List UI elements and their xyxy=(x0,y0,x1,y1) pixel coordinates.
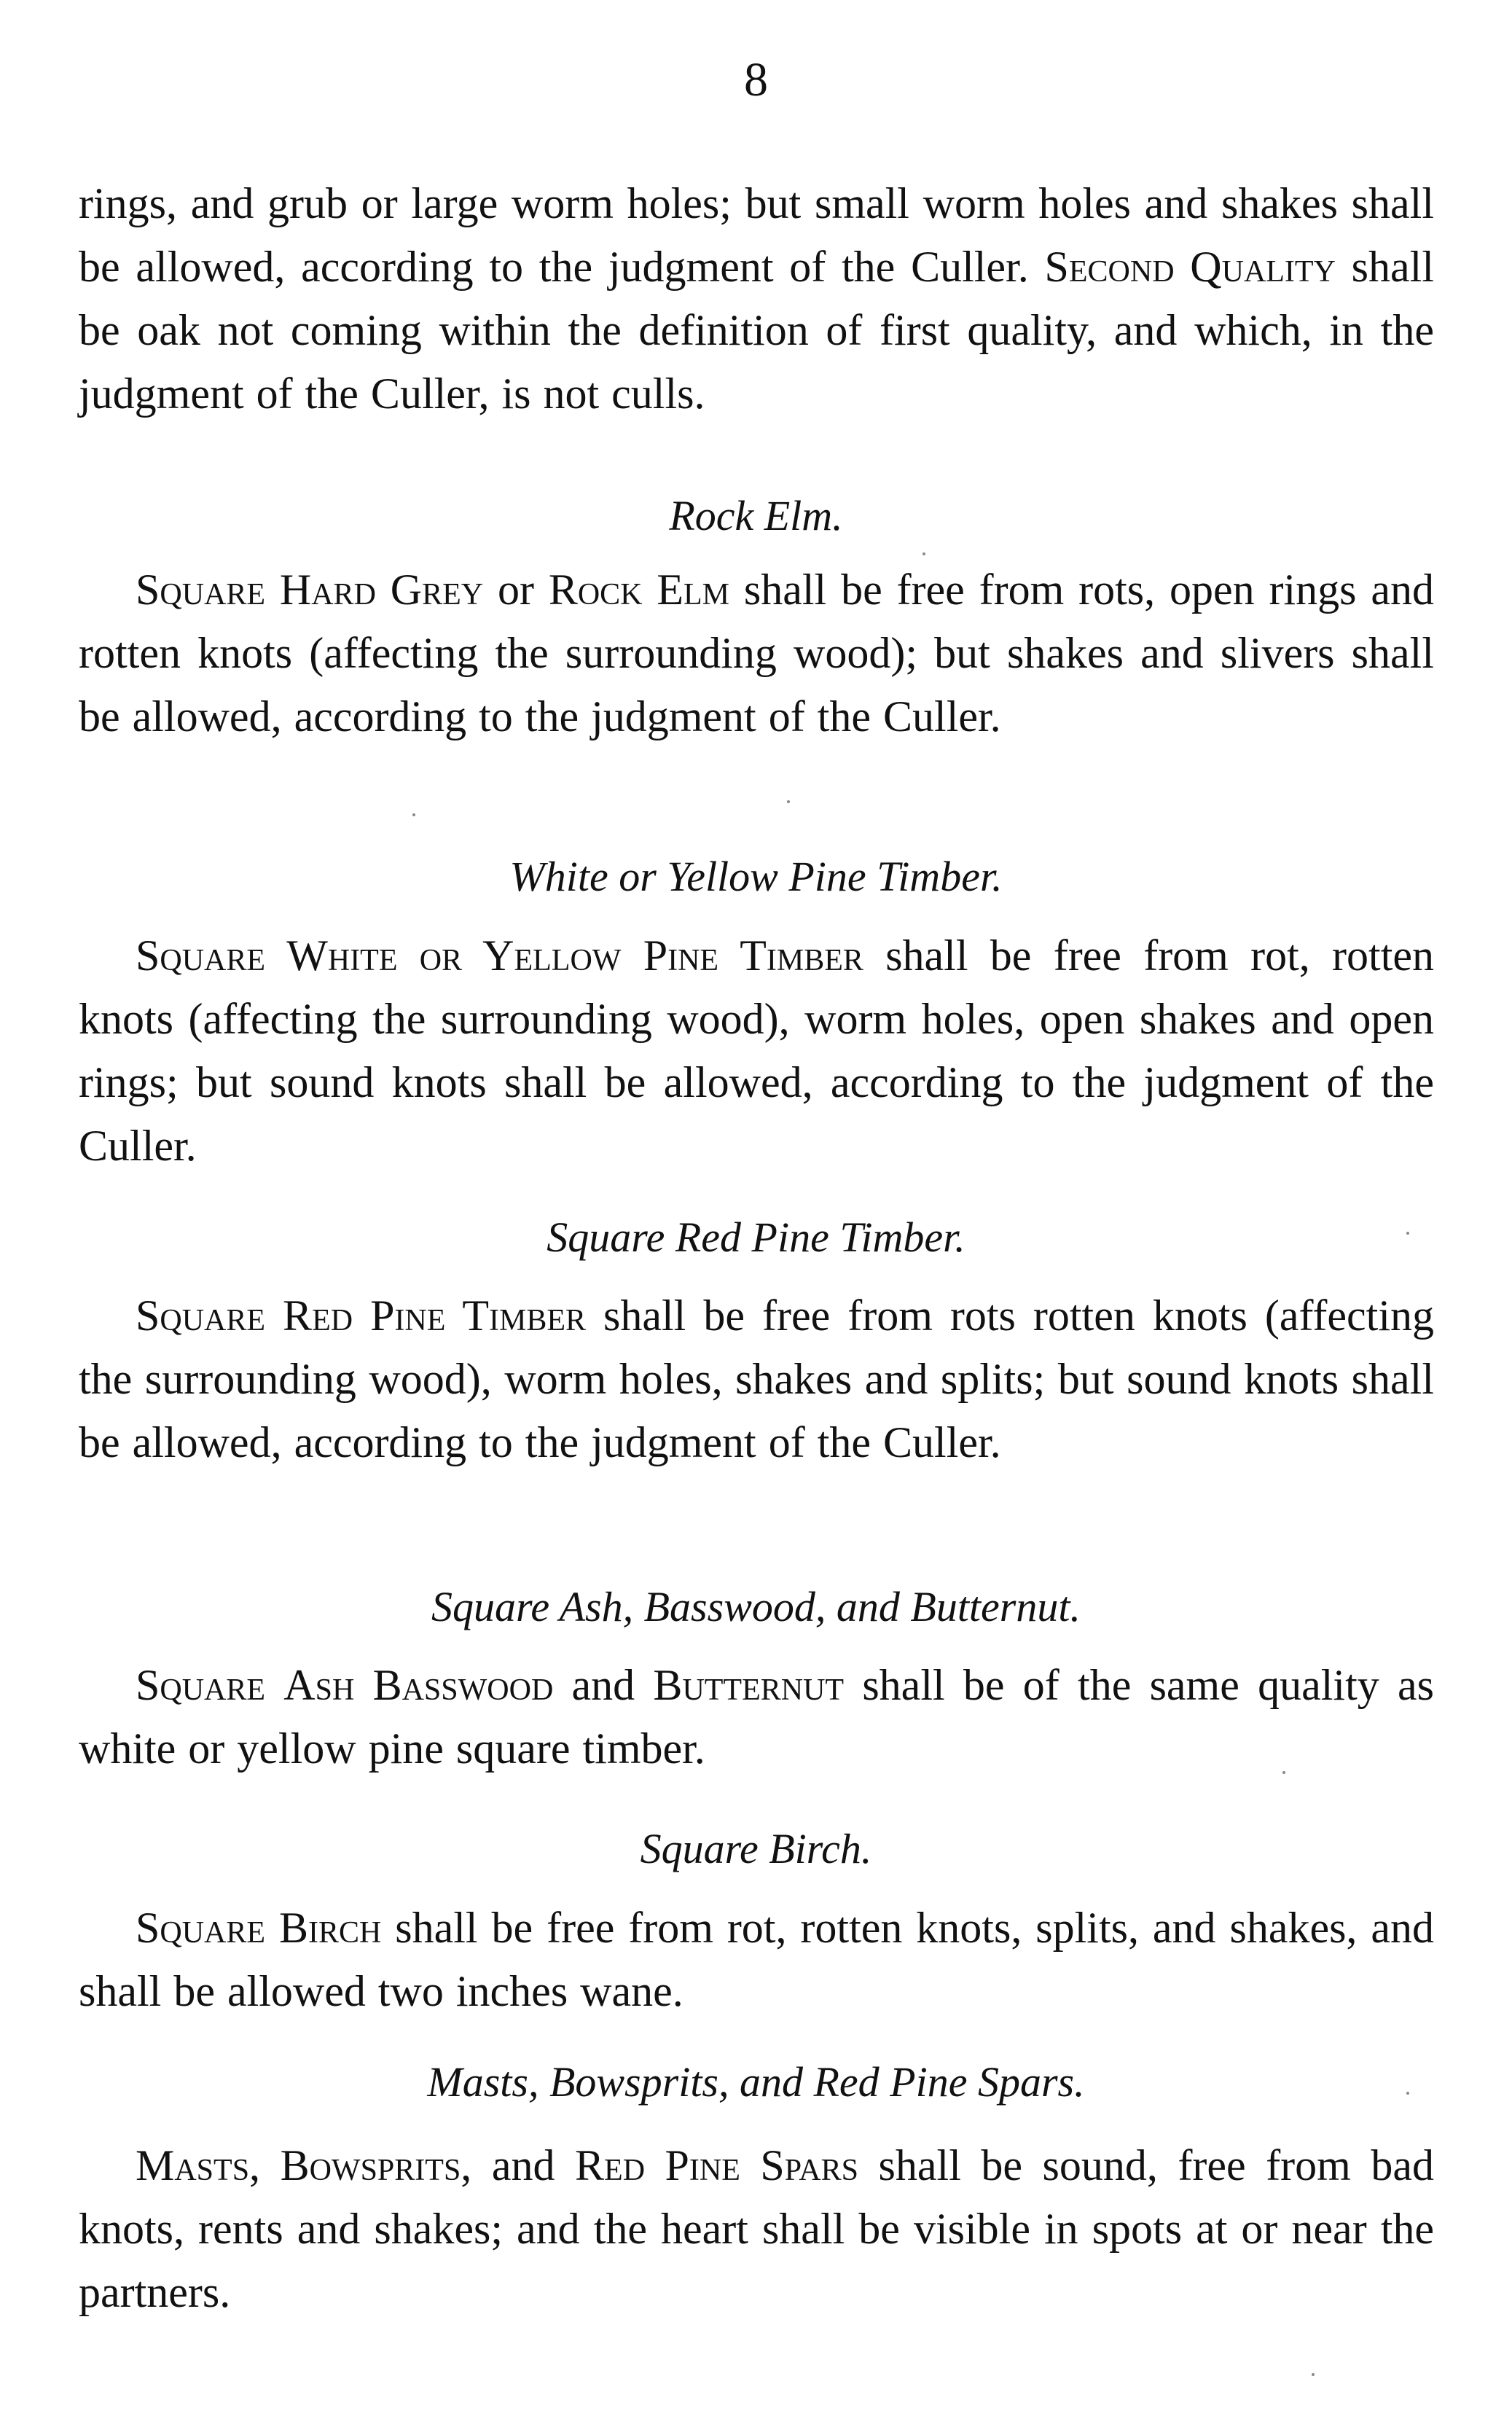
small-caps-term: Square Birch xyxy=(136,1904,382,1952)
paragraph-masts xyxy=(79,2134,1434,2324)
paragraph-red-pine xyxy=(79,1284,1434,1474)
scan-speck xyxy=(923,552,925,555)
small-caps-term: Butternut xyxy=(653,1661,845,1709)
text-run: shall be free from rots rotten knots (affecting the surrounding wood), worm holes, shakes and splits; but sound knots shall be allowed, according to the judgment of the Culler. xyxy=(79,1291,1434,1466)
text-run: shall be sound, free from bad knots, rents and shakes; and the heart shall be visible in spots at or near the partners. xyxy=(79,2141,1434,2316)
scan-speck xyxy=(1406,2092,1409,2095)
small-caps-term: Ash Basswood xyxy=(283,1661,554,1709)
small-caps-term: Square Hard Grey xyxy=(136,566,484,614)
paragraph-ash-basswood-butternut xyxy=(79,1654,1434,1781)
scan-speck xyxy=(1312,2373,1315,2376)
small-caps-term: Square Red Pine Timber xyxy=(136,1291,587,1340)
small-caps-term: Second Quality xyxy=(1044,243,1336,291)
paragraph-birch xyxy=(79,1896,1434,2023)
small-caps-term: Square White or Yellow Pine Timber xyxy=(136,931,863,980)
text-run: shall be of the same quality as white or yellow pine square timber. xyxy=(79,1661,1434,1773)
text-run: shall be free from rots, open rings and rotten knots (affecting the surrounding wood); but shakes and slivers shall be allowed, according to the judgment of the Culler. xyxy=(79,566,1434,740)
paragraph-continuation xyxy=(79,172,1434,426)
text-run: shall be oak not coming within the definition of first quality, and which, in the judgment of the Culler, is not culls. xyxy=(79,243,1435,418)
section-heading-ash-basswood-butternut: Square Ash, Basswood, and Butternut. xyxy=(431,1583,1081,1630)
text-run: shall be free from rot, rotten knots, splits, and shakes, and shall be allowed two inches wane. xyxy=(79,1904,1434,2015)
text-run: and xyxy=(471,2141,576,2189)
section-heading-white-yellow-pine: White or Yellow Pine Timber. xyxy=(509,853,1003,900)
paragraph-white-yellow-pine xyxy=(79,924,1434,1178)
page-number: 8 xyxy=(744,53,768,106)
small-caps-term: Square xyxy=(136,1661,266,1709)
small-caps-term: Rock Elm xyxy=(548,566,730,614)
text-run: and xyxy=(553,1661,654,1709)
scan-speck xyxy=(1406,1232,1409,1235)
section-heading-red-pine: Square Red Pine Timber. xyxy=(547,1214,965,1261)
section-heading-rock-elm: Rock Elm. xyxy=(669,492,843,539)
scan-speck xyxy=(412,813,415,816)
small-caps-term: Masts, Bowsprits, xyxy=(136,2141,472,2189)
section-heading-masts: Masts, Bowsprits, and Red Pine Spars. xyxy=(427,2058,1085,2106)
text-run: shall be free from rot, rotten knots (affecting the surrounding wood), worm holes, open shakes and open rings; but sound knots shall be allowed, according to the judgment of the Culler. xyxy=(79,931,1435,1170)
text-run xyxy=(265,1661,283,1709)
paragraph-rock-elm xyxy=(79,558,1434,749)
scan-speck xyxy=(1282,1771,1285,1774)
text-run: or xyxy=(483,566,549,614)
section-heading-birch: Square Birch. xyxy=(640,1825,872,1872)
text-run: rings, and grub or large worm holes; but small worm holes and shakes shall be allowed, according to the judgment of the Culler. xyxy=(79,179,1434,291)
small-caps-term: Red Pine Spars xyxy=(575,2141,859,2189)
scan-speck xyxy=(787,800,790,803)
